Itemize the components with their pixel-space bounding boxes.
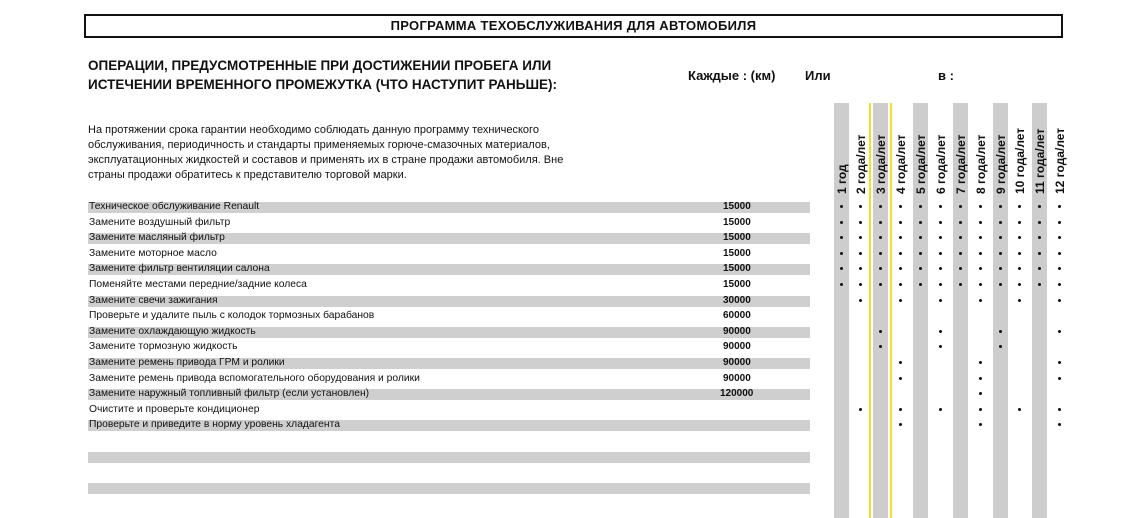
schedule-dot bbox=[959, 252, 962, 255]
schedule-dot bbox=[959, 221, 962, 224]
operation-name: Проверьте и удалите пыль с колодок тормозных барабанов bbox=[89, 310, 375, 322]
schedule-dot bbox=[979, 299, 982, 302]
operation-km: 15000 bbox=[723, 201, 751, 212]
column-header-year: 7 года/лет bbox=[954, 134, 968, 194]
schedule-dot bbox=[1058, 205, 1061, 208]
schedule-dot bbox=[1018, 267, 1021, 270]
operation-name: Замените моторное масло bbox=[89, 247, 217, 259]
operation-km: 30000 bbox=[723, 294, 751, 306]
schedule-dot bbox=[899, 252, 902, 255]
column-header-year: 4 года/лет bbox=[894, 134, 908, 194]
schedule-dot bbox=[939, 221, 942, 224]
schedule-dot bbox=[939, 236, 942, 239]
schedule-dot bbox=[959, 205, 962, 208]
schedule-dot bbox=[879, 330, 882, 333]
schedule-dot bbox=[979, 283, 982, 286]
column-header-year: 6 года/лет bbox=[934, 134, 948, 194]
schedule-dot bbox=[859, 267, 862, 270]
schedule-dot bbox=[1058, 283, 1061, 286]
schedule-dot bbox=[840, 205, 843, 208]
schedule-dot bbox=[999, 252, 1002, 255]
schedule-dot bbox=[899, 205, 902, 208]
schedule-dot bbox=[840, 252, 843, 255]
operation-km: 15000 bbox=[723, 247, 751, 259]
page-title: ПРОГРАММА ТЕХОБСЛУЖИВАНИЯ ДЛЯ АВТОМОБИЛЯ bbox=[84, 14, 1063, 38]
operation-name: Замените наружный топливный фильтр (если установлен) bbox=[89, 388, 370, 400]
schedule-dot bbox=[859, 236, 862, 239]
operation-name: Проверьте и приведите в норму уровень хладагента bbox=[89, 419, 340, 431]
schedule-dot bbox=[899, 283, 902, 286]
schedule-dot bbox=[859, 252, 862, 255]
schedule-dot bbox=[859, 408, 862, 411]
schedule-dot bbox=[1058, 377, 1061, 380]
schedule-dot bbox=[1058, 361, 1061, 364]
highlight-line-right bbox=[890, 103, 892, 518]
schedule-dot bbox=[1058, 221, 1061, 224]
intro-line-2: обслуживания, периодичность и стандарты применяемых горюче-смазочных материалов, bbox=[88, 139, 550, 151]
schedule-dot bbox=[899, 221, 902, 224]
schedule-dot bbox=[1058, 252, 1061, 255]
intro-line-4: страны продажи обратитесь к представителю торговой марки. bbox=[88, 169, 407, 181]
schedule-dot bbox=[859, 205, 862, 208]
schedule-dot bbox=[999, 330, 1002, 333]
operation-km: 15000 bbox=[723, 279, 751, 290]
schedule-dot bbox=[1018, 252, 1021, 255]
schedule-dot bbox=[1058, 299, 1061, 302]
or-label: Или bbox=[805, 68, 831, 83]
schedule-dot bbox=[1058, 236, 1061, 239]
schedule-dot bbox=[859, 299, 862, 302]
schedule-dot bbox=[979, 205, 982, 208]
schedule-dot bbox=[939, 408, 942, 411]
schedule-dot bbox=[919, 221, 922, 224]
operation-name: Замените свечи зажигания bbox=[89, 294, 218, 306]
schedule-dot bbox=[979, 392, 982, 395]
operation-name: Замените ремень привода вспомогательного оборудования и ролики bbox=[89, 372, 420, 384]
schedule-dot bbox=[899, 299, 902, 302]
schedule-dot bbox=[919, 283, 922, 286]
schedule-dot bbox=[939, 205, 942, 208]
schedule-dot bbox=[939, 267, 942, 270]
schedule-dot bbox=[859, 283, 862, 286]
schedule-dot bbox=[1018, 205, 1021, 208]
operation-name: Замените тормозную жидкость bbox=[89, 341, 238, 353]
schedule-dot bbox=[1018, 236, 1021, 239]
schedule-dot bbox=[1018, 408, 1021, 411]
column-header-year: 2 года/лет bbox=[854, 134, 868, 194]
schedule-dot bbox=[979, 267, 982, 270]
schedule-dot bbox=[919, 205, 922, 208]
schedule-dot bbox=[979, 408, 982, 411]
in-label: в : bbox=[938, 68, 954, 83]
heading-line-2: ИСТЕЧЕНИИ ВРЕМЕННОГО ПРОМЕЖУТКА (ЧТО НАСТУПИТ РАНЬШЕ): bbox=[88, 77, 558, 92]
operation-km: 120000 bbox=[720, 388, 754, 400]
operation-name: Замените масляный фильтр bbox=[89, 232, 225, 244]
schedule-dot bbox=[1038, 205, 1041, 208]
schedule-dot bbox=[899, 408, 902, 411]
operation-km: 15000 bbox=[723, 216, 751, 228]
schedule-dot bbox=[979, 377, 982, 380]
operation-km: 90000 bbox=[723, 372, 751, 384]
schedule-dot bbox=[1058, 330, 1061, 333]
schedule-dot bbox=[979, 236, 982, 239]
heading-line-1: ОПЕРАЦИИ, ПРЕДУСМОТРЕННЫЕ ПРИ ДОСТИЖЕНИИ ПРОБЕГА ИЛИ bbox=[88, 58, 552, 73]
schedule-dot bbox=[999, 221, 1002, 224]
schedule-dot bbox=[939, 283, 942, 286]
schedule-dot bbox=[899, 236, 902, 239]
schedule-dot bbox=[879, 205, 882, 208]
row-band bbox=[88, 452, 810, 463]
schedule-dot bbox=[1058, 408, 1061, 411]
schedule-dot bbox=[840, 221, 843, 224]
operation-name: Поменяйте местами передние/задние колеса bbox=[89, 279, 307, 290]
operation-name: Замените фильтр вентиляции салона bbox=[89, 263, 270, 275]
schedule-dot bbox=[879, 221, 882, 224]
schedule-dot bbox=[899, 361, 902, 364]
column-header-year: 12 года/лет bbox=[1053, 127, 1067, 194]
operation-km: 15000 bbox=[723, 232, 751, 244]
operation-km: 90000 bbox=[723, 357, 751, 368]
schedule-dot bbox=[999, 283, 1002, 286]
schedule-dot bbox=[919, 252, 922, 255]
schedule-dot bbox=[1018, 299, 1021, 302]
column-header-year: 8 года/лет bbox=[974, 134, 988, 194]
schedule-dot bbox=[899, 267, 902, 270]
operation-name: Замените охлаждающую жидкость bbox=[89, 325, 256, 337]
highlight-line-left bbox=[869, 103, 871, 518]
schedule-dot bbox=[1058, 267, 1061, 270]
intro-line-3: эксплуатационных жидкостей и составов и применять их в стране продажи автомобиля. Вне bbox=[88, 154, 564, 166]
operation-name: Техническое обслуживание Renault bbox=[89, 201, 260, 212]
schedule-dot bbox=[979, 221, 982, 224]
schedule-dot bbox=[879, 252, 882, 255]
operation-km: 90000 bbox=[723, 325, 751, 337]
schedule-dot bbox=[959, 283, 962, 286]
schedule-dot bbox=[859, 221, 862, 224]
column-header-year: 3 года/лет bbox=[874, 134, 888, 194]
schedule-dot bbox=[840, 283, 843, 286]
operation-name: Замените воздушный фильтр bbox=[89, 216, 231, 228]
schedule-dot bbox=[899, 423, 902, 426]
schedule-dot bbox=[1038, 283, 1041, 286]
schedule-dot bbox=[899, 377, 902, 380]
every-km-label: Каждые : (км) bbox=[688, 68, 776, 83]
column-header-year: 5 года/лет bbox=[914, 134, 928, 194]
schedule-dot bbox=[939, 299, 942, 302]
schedule-dot bbox=[979, 423, 982, 426]
schedule-dot bbox=[939, 330, 942, 333]
column-header-year: 1 год bbox=[835, 164, 849, 194]
intro-line-1: На протяжении срока гарантии необходимо соблюдать данную программу технического bbox=[88, 124, 539, 136]
schedule-dot bbox=[1018, 283, 1021, 286]
schedule-dot bbox=[979, 361, 982, 364]
column-header-year: 10 года/лет bbox=[1013, 127, 1027, 194]
schedule-dot bbox=[1038, 252, 1041, 255]
schedule-dot bbox=[979, 252, 982, 255]
operation-name: Замените ремень привода ГРМ и ролики bbox=[89, 357, 285, 368]
column-header-year: 11 года/лет bbox=[1033, 128, 1047, 194]
schedule-dot bbox=[999, 205, 1002, 208]
schedule-dot bbox=[939, 345, 942, 348]
operation-km: 60000 bbox=[723, 310, 751, 322]
schedule-dot bbox=[1038, 221, 1041, 224]
schedule-dot bbox=[939, 252, 942, 255]
operation-km: 15000 bbox=[723, 263, 751, 275]
operation-name: Очистите и проверьте кондиционер bbox=[89, 403, 260, 415]
schedule-dot bbox=[1018, 221, 1021, 224]
row-band bbox=[88, 483, 810, 494]
schedule-dot bbox=[879, 283, 882, 286]
operation-km: 90000 bbox=[723, 341, 751, 353]
column-header-year: 9 года/лет bbox=[994, 134, 1008, 194]
schedule-dot bbox=[1058, 423, 1061, 426]
